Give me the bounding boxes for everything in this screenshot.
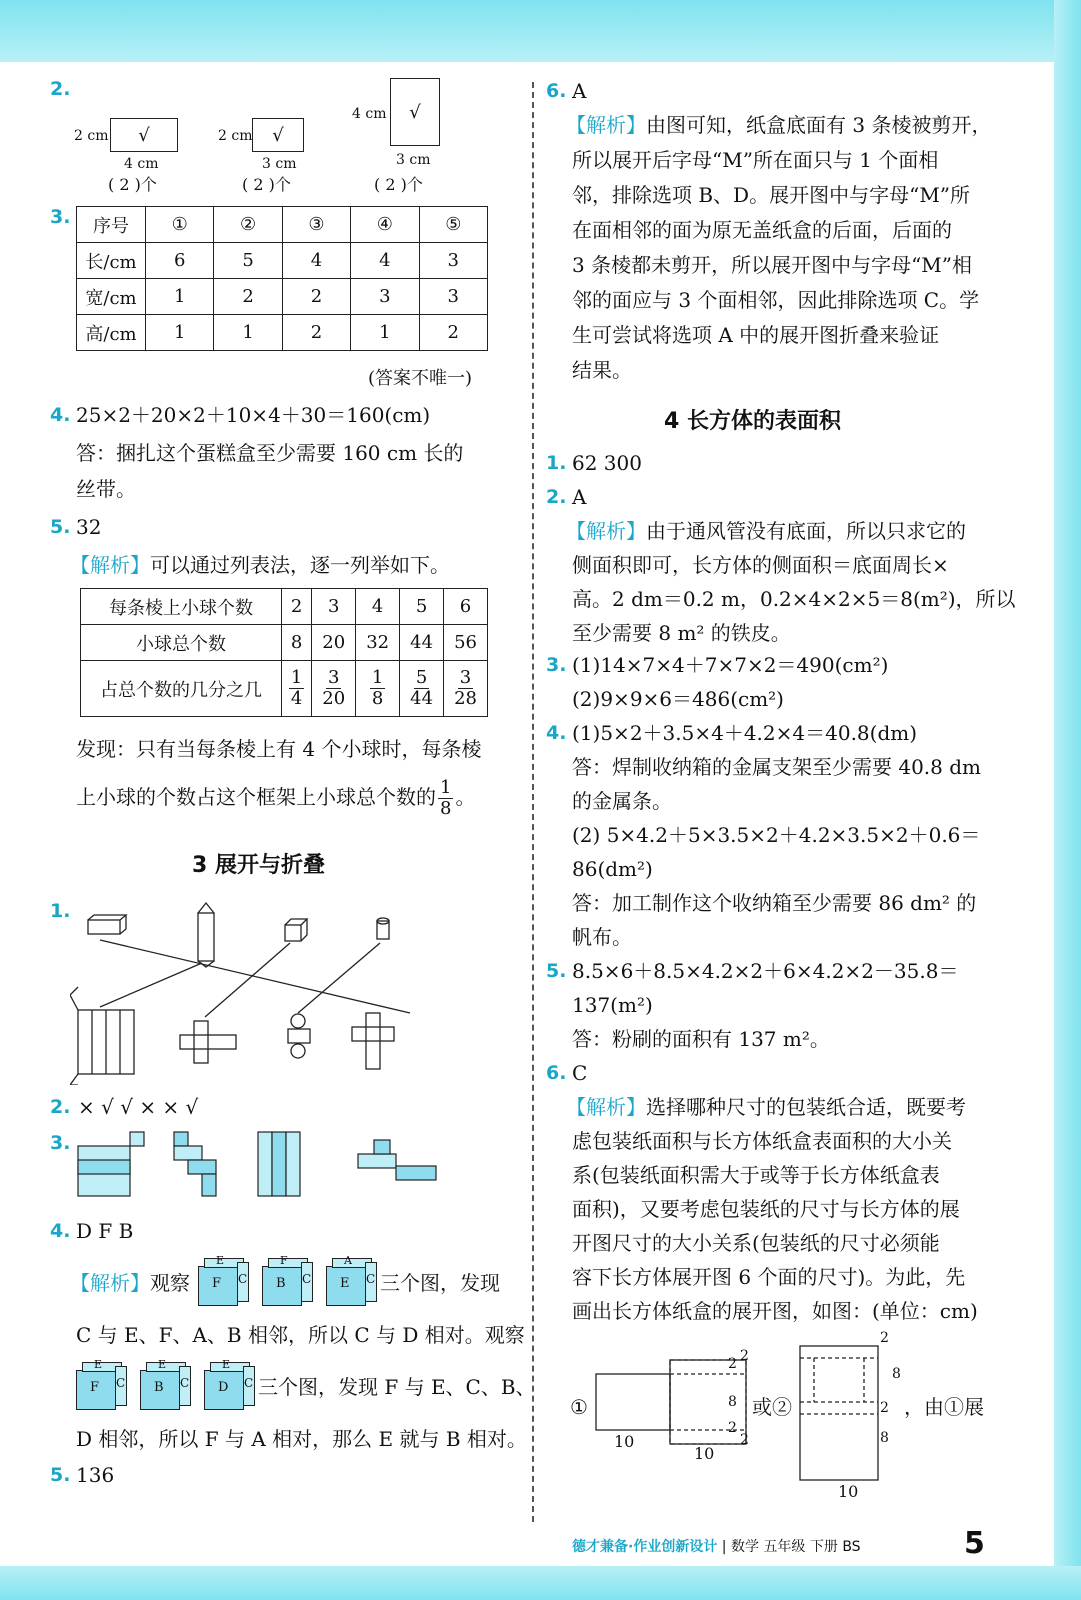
answer-value: A	[572, 485, 587, 509]
footer-edition: BS	[842, 1539, 861, 1555]
table-cell: 32	[356, 625, 400, 661]
match-line	[100, 963, 202, 1007]
cube-side-letter: C	[238, 1272, 248, 1286]
table-cell: 4	[356, 589, 400, 625]
column-divider	[532, 82, 534, 1522]
rect-side-label: 2 cm	[218, 128, 253, 144]
table-cell: 1	[146, 279, 214, 315]
fraction-cell	[444, 661, 488, 717]
check-mark: √	[272, 124, 284, 146]
explanation-text: 选择哪种尺寸的包装纸合适，既要考	[646, 1095, 966, 1119]
cube-top-letter: E	[216, 1254, 225, 1267]
table-cell: 2	[214, 279, 282, 315]
fraction-cell	[282, 661, 312, 717]
cube-top-letter: E	[94, 1358, 103, 1371]
explanation-text: 容下长方体展开图 6 个面的尺寸)。为此，先	[572, 1265, 966, 1289]
cube-front-letter: F	[212, 1276, 222, 1291]
explanation-text: 结果。	[572, 358, 632, 382]
figure-label: 或②	[752, 1395, 792, 1419]
cube-front-letter: E	[340, 1276, 350, 1291]
cuboid-solid	[88, 920, 120, 934]
finding-text	[76, 778, 475, 819]
rect-count: ( 2 )个	[242, 175, 291, 194]
table-row	[77, 315, 488, 351]
judgment-marks: × √ √ × × √	[78, 1095, 199, 1119]
question-number: 5.	[546, 960, 567, 982]
dimension-label: 2	[728, 1356, 737, 1372]
explanation-tag: 【解析】	[566, 113, 646, 137]
cube-front-letter: B	[154, 1380, 164, 1395]
table-header: ③	[282, 207, 350, 243]
table-cell: 6	[146, 243, 214, 279]
finding-text: 发现：只有当每条棱上有 4 个小球时，每条棱	[76, 737, 482, 761]
table-cell: 2	[282, 589, 312, 625]
answer-value: A	[572, 79, 587, 103]
cube-front-letter: D	[218, 1380, 229, 1395]
fraction-cell	[312, 661, 356, 717]
dimension-label: 8	[892, 1366, 901, 1382]
matching-diagram	[70, 895, 430, 1085]
answer-text: 答：粉刷的面积有 137 m²。	[572, 1027, 830, 1051]
table-cell: 小球总个数	[81, 625, 282, 661]
labeled-cube	[326, 1254, 376, 1304]
table-cell: 3	[351, 279, 419, 315]
expression: (2) 5×4.2＋5×3.5×2＋4.2×3.5×2＋0.6＝	[572, 823, 981, 847]
table-cell: 1	[351, 315, 419, 351]
dimension-label: 10	[694, 1444, 715, 1463]
table-cell: 2	[419, 315, 487, 351]
finding-end: 。	[455, 785, 476, 809]
table-row	[77, 279, 488, 315]
footer-subject: 数学	[730, 1539, 759, 1555]
table-header: 序号	[77, 207, 146, 243]
denominator: 8	[440, 798, 452, 819]
denominator: 28	[454, 688, 477, 709]
explanation-text: 由于通风管没有底面，所以只求它的	[646, 519, 966, 543]
explanation-tag: 【解析】	[70, 1271, 150, 1295]
explanation-text: 生可尝试将选项 A 中的展开图折叠来验证	[572, 323, 940, 347]
numerator: 1	[371, 667, 384, 688]
cube-front-letter: B	[276, 1276, 286, 1291]
answer-value: 62 300	[572, 451, 642, 475]
cross-net	[180, 1021, 236, 1063]
question-number: 1.	[546, 452, 567, 474]
dimension-label: 2	[740, 1432, 749, 1448]
table-header: ②	[214, 207, 282, 243]
table-cell: 1	[214, 315, 282, 351]
question-number: 3.	[50, 1132, 71, 1154]
expression: 137(m²)	[572, 993, 653, 1017]
rectangle-figure	[110, 118, 178, 152]
figure-label: ①	[570, 1395, 588, 1419]
dimension-label: 2	[728, 1420, 737, 1436]
explanation	[70, 548, 450, 582]
net-shading-figures	[76, 1128, 446, 1200]
explanation-text: 虑包装纸面积与长方体纸盒表面积的大小关	[572, 1129, 952, 1153]
expression: 86(dm²)	[572, 857, 653, 881]
explanation	[566, 514, 966, 548]
explanation-text: 三个图，发现	[380, 1271, 500, 1295]
question-number: 2.	[50, 78, 71, 100]
numerator: 1	[290, 667, 303, 688]
cube-side-letter: C	[116, 1376, 126, 1390]
cube-solid	[285, 925, 301, 941]
explanation-text: 可以通过列表法，逐一列举如下。	[150, 553, 450, 577]
question-number: 3.	[546, 654, 567, 676]
table-header: ⑤	[419, 207, 487, 243]
explanation-text: 邻，排除选项 B、D。展开图中与字母“M”所	[572, 183, 971, 207]
answer-value: D F B	[76, 1219, 134, 1243]
explanation-text: D 相邻，所以 F 与 A 相对，那么 E 就与 B 相对。	[76, 1427, 527, 1451]
footer-info	[572, 1536, 861, 1556]
dimension-label: 2	[880, 1400, 889, 1416]
table-cell: 2	[282, 315, 350, 351]
rect-side-label: 4 cm	[352, 106, 387, 122]
question-number: 6.	[546, 1062, 567, 1084]
expression: (1)5×2＋3.5×4＋4.2×4＝40.8(dm)	[572, 721, 918, 745]
table-header: ④	[351, 207, 419, 243]
explanation-label	[70, 1266, 190, 1300]
fraction-cell	[356, 661, 400, 717]
labeled-cube	[198, 1254, 248, 1304]
expression: (2)9×9×6＝486(cm²)	[572, 687, 784, 711]
top-border-band	[0, 0, 1081, 62]
rectangle-figure	[390, 78, 440, 146]
table-cell: 占总个数的几分之几	[81, 661, 282, 717]
footer-grade: 五年级	[763, 1539, 806, 1555]
explanation-text: 高。2 dm＝0.2 m，0.2×4×2×5＝8(m²)，所以	[572, 587, 1016, 611]
table-row	[81, 661, 488, 717]
explanation-text: 所以展开后字母“M”所在面只与 1 个面相	[572, 148, 939, 172]
table-cell: 5	[214, 243, 282, 279]
question-number: 4.	[50, 1220, 71, 1242]
footer-brand: 德才兼备·作业创新设计	[572, 1539, 718, 1555]
table-cell: 8	[282, 625, 312, 661]
explanation-text: 3 条棱都未剪开，所以展开图中与字母“M”相	[572, 253, 973, 277]
explanation-tag: 【解析】	[566, 1095, 646, 1119]
answer-text: 帆布。	[572, 925, 632, 949]
question-number: 3.	[50, 206, 71, 228]
denominator: 4	[290, 688, 303, 709]
table-cell: 高/cm	[77, 315, 146, 351]
explanation-text: 侧面积即可，长方体的侧面积＝底面周长×	[572, 553, 949, 577]
cube-side-letter: C	[302, 1272, 312, 1286]
footer-volume: 下册	[809, 1539, 838, 1555]
explanation-text: 三个图，发现 F 与 E、C、B、	[258, 1375, 536, 1399]
question-number: 4.	[50, 404, 71, 426]
explanation-tag: 【解析】	[566, 519, 646, 543]
question-number: 4.	[546, 722, 567, 744]
table-header: ①	[146, 207, 214, 243]
explanation-text: 系(包装纸面积需大于或等于长方体纸盒表	[572, 1163, 940, 1187]
question-number: 5.	[50, 1464, 71, 1486]
table-cell: 44	[400, 625, 444, 661]
table-cell: 3	[419, 279, 487, 315]
numerator: 3	[327, 667, 340, 688]
explanation-text: 至少需要 8 m² 的铁皮。	[572, 621, 791, 645]
table-cell: 宽/cm	[77, 279, 146, 315]
answer-text: 答：焊制收纳箱的金属支架至少需要 40.8 dm	[572, 755, 982, 779]
footer-sep: |	[721, 1539, 727, 1555]
bottom-border-band	[0, 1566, 1081, 1600]
question-number: 6.	[546, 80, 567, 102]
table-cell: 2	[282, 279, 350, 315]
table-cell: 56	[444, 625, 488, 661]
prism-solid	[198, 913, 214, 961]
explanation-text: 由图可知，纸盒底面有 3 条棱被剪开，	[646, 113, 992, 137]
table-cell: 6	[444, 589, 488, 625]
table-header-row	[77, 207, 488, 243]
ball-table	[80, 588, 488, 717]
cube-top-letter: E	[222, 1358, 231, 1371]
table-cell: 20	[312, 625, 356, 661]
rect-count: ( 2 )个	[108, 175, 157, 194]
explanation-text: 开图尺寸的大小关系(包装纸的尺寸必须能	[572, 1231, 940, 1255]
denominator: 44	[410, 688, 434, 709]
explanation-text: C 与 E、F、A、B 相邻，所以 C 与 D 相对。观察	[76, 1323, 525, 1347]
cube-net	[352, 1013, 394, 1069]
numerator: 3	[459, 667, 472, 688]
table-row	[81, 625, 488, 661]
question-number: 5.	[50, 516, 71, 538]
explanation-text: 面积)，又要考虑包装纸的尺寸与长方体的展	[572, 1197, 960, 1221]
dimension-label: 8	[880, 1430, 889, 1446]
rect-bottom-label: 4 cm	[124, 156, 159, 172]
denominator: 8	[371, 688, 384, 709]
expression: (1)14×7×4＋7×7×2＝490(cm²)	[572, 653, 889, 677]
table-cell: 3	[312, 589, 356, 625]
cube-top-letter: E	[158, 1358, 167, 1371]
dimension-label: 2	[880, 1330, 889, 1346]
cylinder-net	[288, 1014, 310, 1058]
explanation-tag: 【解析】	[70, 553, 150, 577]
explanation	[566, 108, 991, 142]
fraction-cell	[400, 661, 444, 717]
explanation-text: 邻的面应与 3 个面相邻，因此排除选项 C。学	[572, 288, 980, 312]
cube-side-letter: C	[180, 1376, 190, 1390]
table-cell: 4	[282, 243, 350, 279]
finding-text-part: 上小球的个数占这个框架上小球总个数的	[76, 785, 436, 809]
numerator: 1	[440, 777, 452, 798]
check-mark: √	[409, 101, 421, 123]
note-text: (答案不唯一)	[368, 368, 473, 389]
table-cell: 5	[400, 589, 444, 625]
rect-bottom-label: 3 cm	[396, 152, 431, 168]
explanation-text: 在面相邻的面为原无盖纸盒的后面，后面的	[572, 218, 952, 242]
answer-value: 32	[76, 515, 102, 539]
expression: 8.5×6＋8.5×4.2×2＋6×4.2×2－35.8＝	[572, 959, 959, 983]
section-title: 4 长方体的表面积	[664, 409, 841, 434]
table-cell: 3	[419, 243, 487, 279]
table-cell: 长/cm	[77, 243, 146, 279]
explanation	[566, 1090, 966, 1124]
match-line	[100, 940, 410, 1013]
table-cell: 4	[351, 243, 419, 279]
answer-value: C	[572, 1061, 588, 1085]
section-title: 3 展开与折叠	[192, 853, 325, 878]
table-row	[81, 589, 488, 625]
expression: 25×2＋20×2＋10×4＋30＝160(cm)	[76, 403, 431, 427]
explanation-text: 观察	[150, 1271, 190, 1295]
numerator: 5	[415, 667, 428, 688]
explanation-text: 画出长方体纸盒的展开图，如图：(单位：cm)	[572, 1299, 978, 1323]
rect-count: ( 2 )个	[374, 175, 423, 194]
question-number: 2.	[546, 486, 567, 508]
match-line	[205, 943, 290, 1017]
labeled-cube	[204, 1358, 254, 1408]
table-row	[77, 243, 488, 279]
labeled-cube	[140, 1358, 190, 1408]
figure-label: ，由①展	[904, 1395, 984, 1419]
answer-text: 丝带。	[76, 477, 136, 501]
table-cell: 1	[146, 315, 214, 351]
cube-top-letter: F	[280, 1254, 288, 1267]
denominator: 20	[322, 688, 346, 709]
rectangle-figure	[252, 118, 304, 152]
page-number: 5	[964, 1526, 985, 1561]
labeled-cube	[76, 1358, 126, 1408]
dimension-label: 10	[614, 1432, 635, 1451]
dimension-label: 8	[728, 1394, 737, 1410]
answer-text: 答：加工制作这个收纳箱至少需要 86 dm² 的	[572, 891, 977, 915]
check-mark: √	[138, 124, 150, 146]
answer-text: 的金属条。	[572, 789, 672, 813]
cube-front-letter: F	[90, 1380, 100, 1395]
answer-value: 136	[76, 1463, 115, 1487]
dimension-label: 2	[740, 1348, 749, 1364]
question-number: 1.	[50, 900, 71, 922]
question-number: 2.	[50, 1096, 71, 1118]
answer-text: 答：捆扎这个蛋糕盒至少需要 160 cm 长的	[76, 441, 464, 465]
cube-side-letter: C	[366, 1272, 376, 1286]
rect-side-label: 2 cm	[74, 128, 109, 144]
labeled-cube	[262, 1254, 312, 1304]
cube-side-letter: C	[244, 1376, 254, 1390]
rect-bottom-label: 3 cm	[262, 156, 297, 172]
right-border-band	[1054, 0, 1081, 1600]
dimension-label: 10	[838, 1482, 859, 1501]
cube-top-letter: A	[344, 1254, 352, 1267]
dimension-table	[76, 206, 488, 351]
table-cell: 每条棱上小球个数	[81, 589, 282, 625]
prism-net	[70, 987, 134, 1085]
